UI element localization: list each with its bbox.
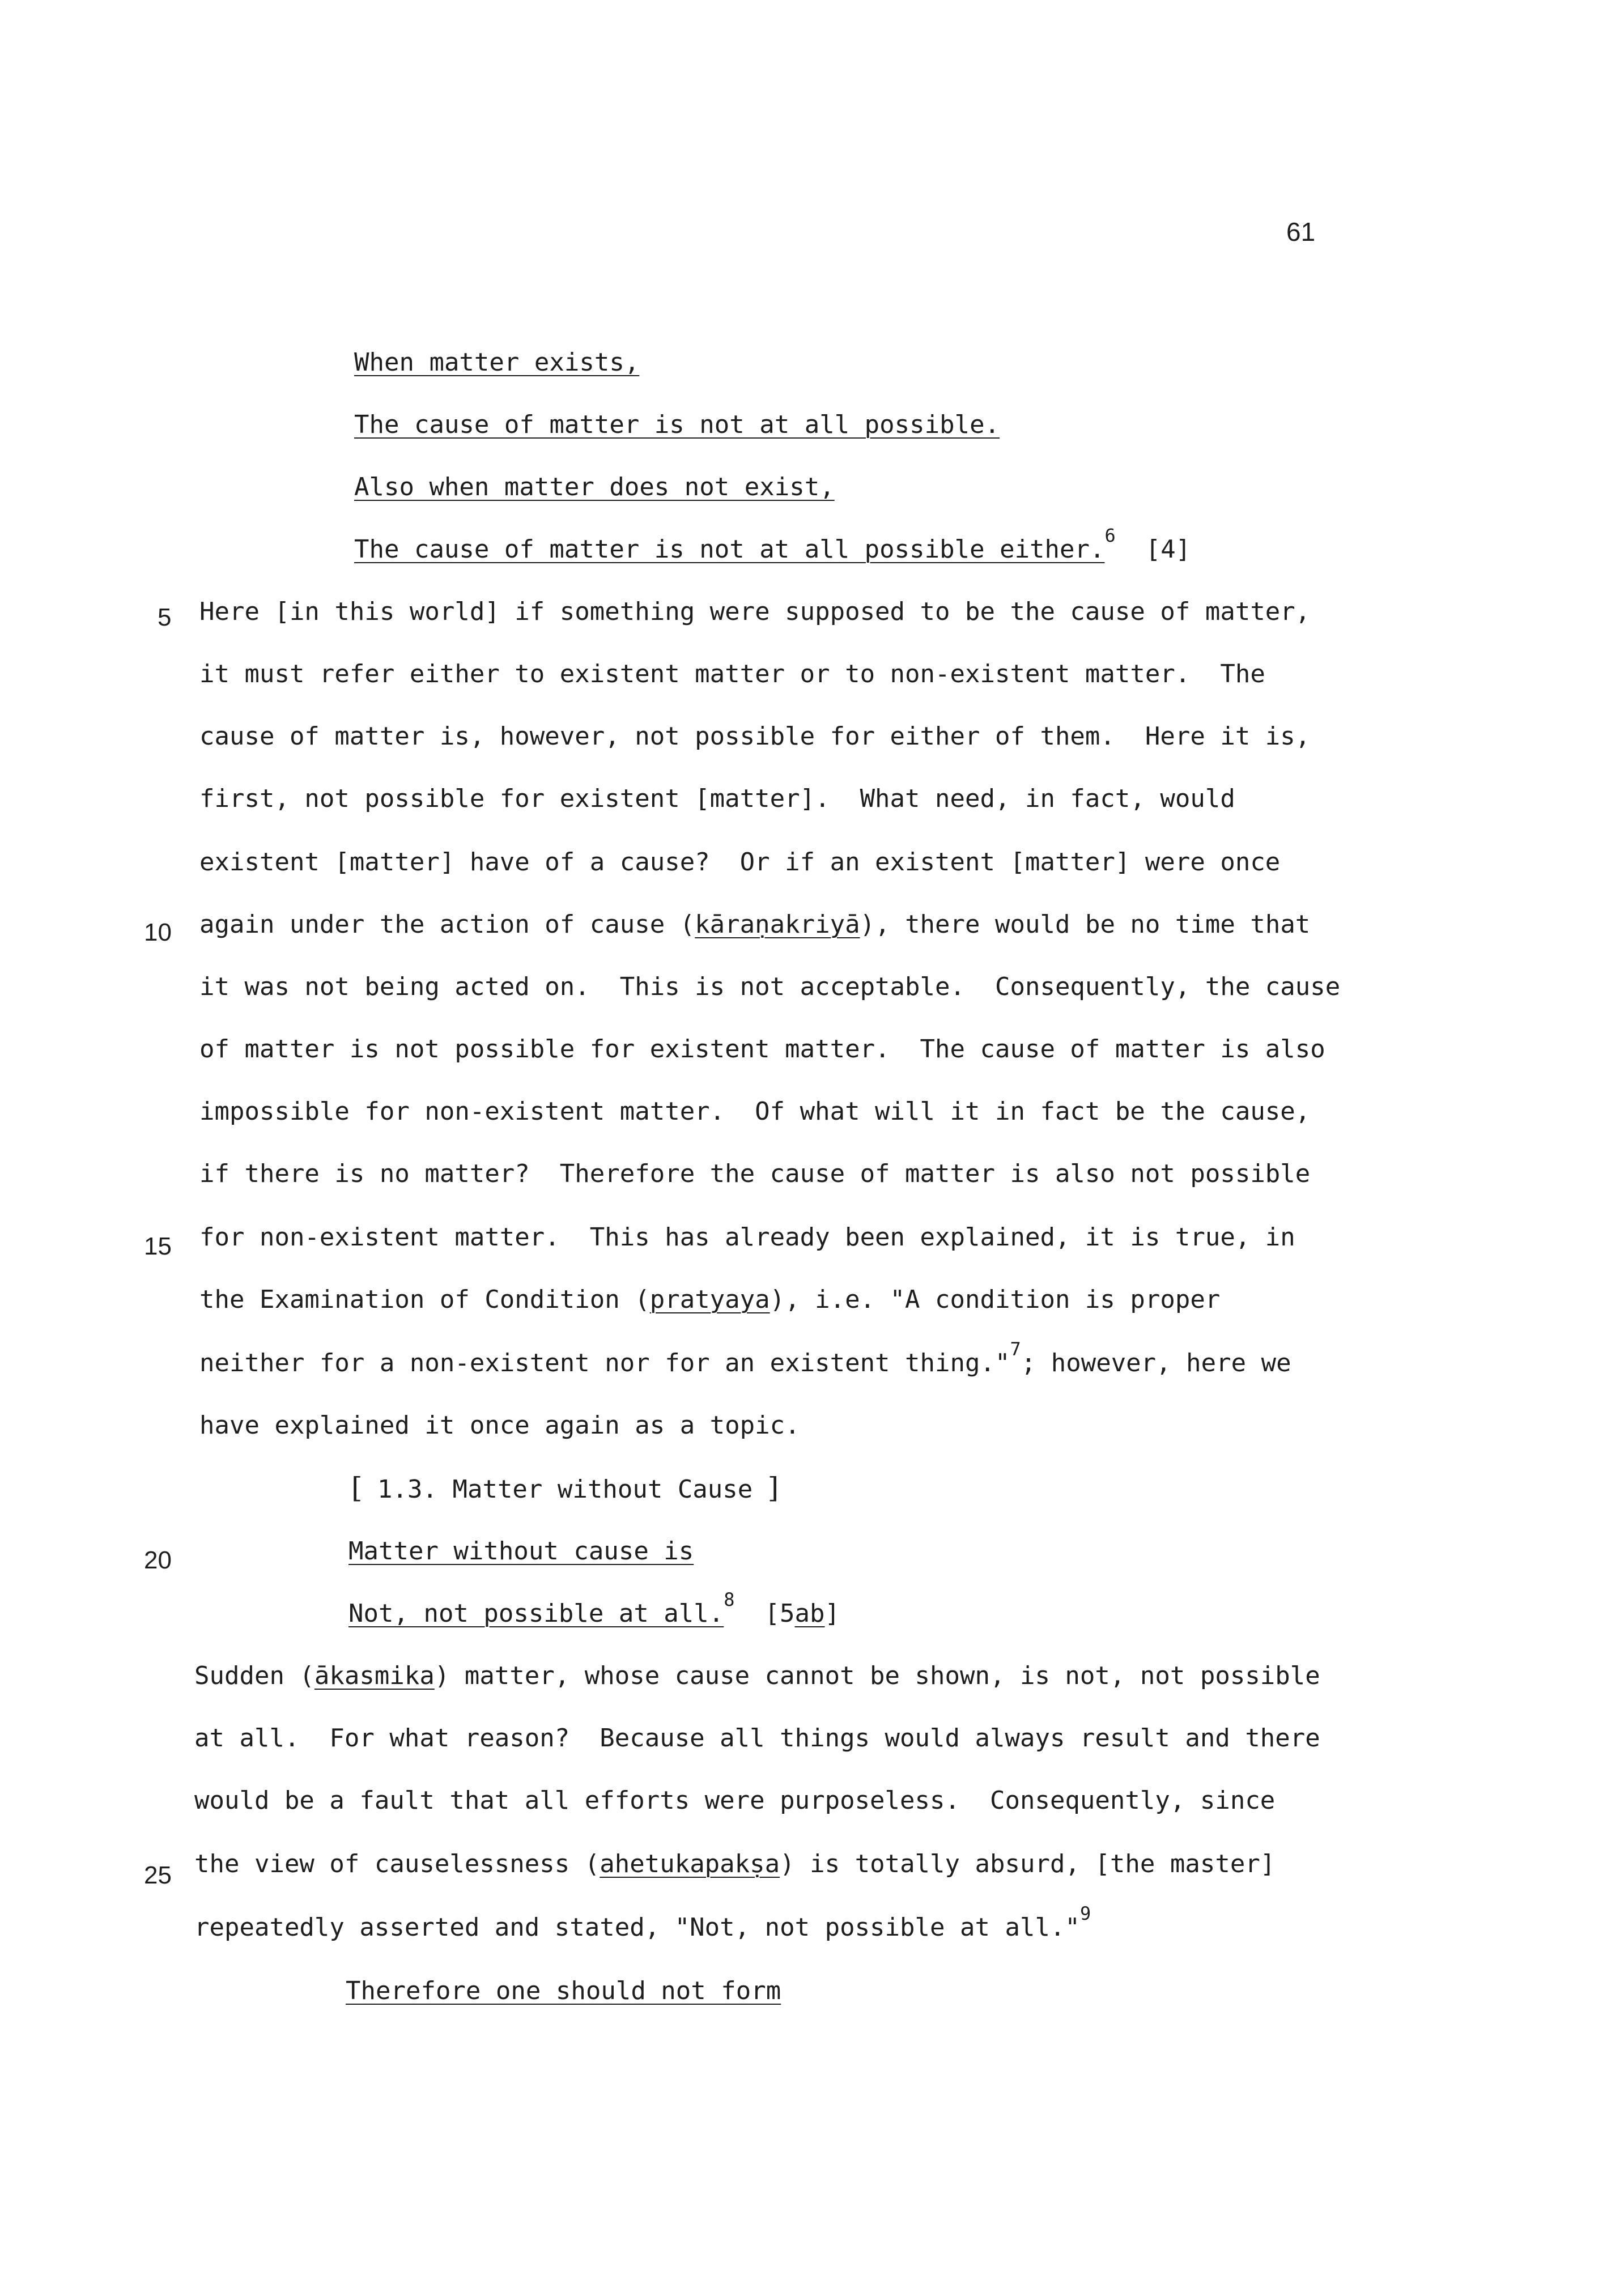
footnote-ref-9: 9 (1079, 1903, 1091, 1924)
line-number-20: 20 (144, 1546, 172, 1574)
para-2-line-3: would be a fault that all efforts were purposeless. Consequently, since (194, 1786, 1276, 1815)
verse-4-line-2: The cause of matter is not at all possible. (354, 410, 1000, 439)
para-1-line-8: of matter is not possible for existent matter. The cause of matter is also (199, 1035, 1325, 1064)
verse-6-line-1: Therefore one should not form (346, 1976, 781, 2005)
para-1-line-4: first, not possible for existent [matter]. What need, in fact, would (199, 784, 1235, 813)
line-number-15: 15 (144, 1232, 172, 1260)
para-2-line-5: repeatedly asserted and stated, "Not, not possible at all."$^9$ (194, 1903, 1091, 1942)
verse-5-line-2: Not, not possible at all.$^8$ [5ab] (348, 1589, 840, 1628)
para-1-line-5: existent [matter] have of a cause? Or if an existent [matter] were once (199, 848, 1281, 877)
term-pratyaya: pratyaya (649, 1285, 770, 1314)
para-1-line-10: if there is no matter? Therefore the cause of matter is also not possible (199, 1159, 1311, 1188)
para-1-line-13: neither for a non-existent nor for an existent thing."$^7$; however, here we (199, 1338, 1291, 1377)
term-karanakriya: kāraṇakriyā (695, 910, 860, 939)
para-2-line-2: at all. For what reason? Because all things would always result and there (194, 1724, 1320, 1753)
para-1-line-9: impossible for non-existent matter. Of what will it in fact be the cause, (199, 1097, 1311, 1126)
verse-ref-5ab: [5ab] (764, 1599, 840, 1628)
para-1-line-6: again under the action of cause (kāraṇakriyā), there would be no time that (199, 910, 1311, 939)
line-number-5: 5 (158, 603, 172, 631)
para-1-line-1: Here [in this world] if something were supposed to be the cause of matter, (199, 597, 1311, 626)
para-1-line-12: the Examination of Condition (pratyaya), i.e. "A condition is proper (199, 1285, 1221, 1314)
page-number: 61 (1286, 217, 1316, 246)
para-1-line-11: for non-existent matter. This has already been explained, it is true, in (199, 1223, 1295, 1252)
term-akasmika: ākasmika (314, 1661, 435, 1690)
verse-4-line-3: Also when matter does not exist, (354, 473, 835, 501)
para-1-line-14: have explained it once again as a topic. (199, 1411, 800, 1440)
verse-5-line-1: Matter without cause is (348, 1537, 694, 1566)
verse-4-line-1: When matter exists, (354, 348, 640, 377)
footnote-ref-6: 6 (1104, 525, 1116, 546)
term-ahetukapaksa: ahetukapakṣa (600, 1849, 780, 1878)
para-2-line-4: the view of causelessness (ahetukapakṣa) is totally absurd, [the master] (194, 1849, 1276, 1878)
line-number-10: 10 (144, 919, 172, 946)
para-2-line-1: Sudden (ākasmika) matter, whose cause cannot be shown, is not, not possible (194, 1661, 1320, 1690)
para-1-line-7: it was not being acted on. This is not acceptable. Consequently, the cause (199, 972, 1341, 1001)
section-heading: [ 1.3. Matter without Cause ] (351, 1472, 779, 1504)
verse-ref-4: [4] (1145, 535, 1191, 564)
para-1-line-3: cause of matter is, however, not possible for either of them. Here it is, (199, 722, 1311, 751)
verse-4-line-4: The cause of matter is not at all possible either.$^6$ [4] (354, 525, 1191, 564)
footnote-ref-7: 7 (1010, 1338, 1021, 1360)
para-1-line-2: it must refer either to existent matter or to non-existent matter. The (199, 660, 1265, 688)
footnote-ref-8: 8 (724, 1589, 735, 1610)
line-number-25: 25 (144, 1861, 172, 1889)
